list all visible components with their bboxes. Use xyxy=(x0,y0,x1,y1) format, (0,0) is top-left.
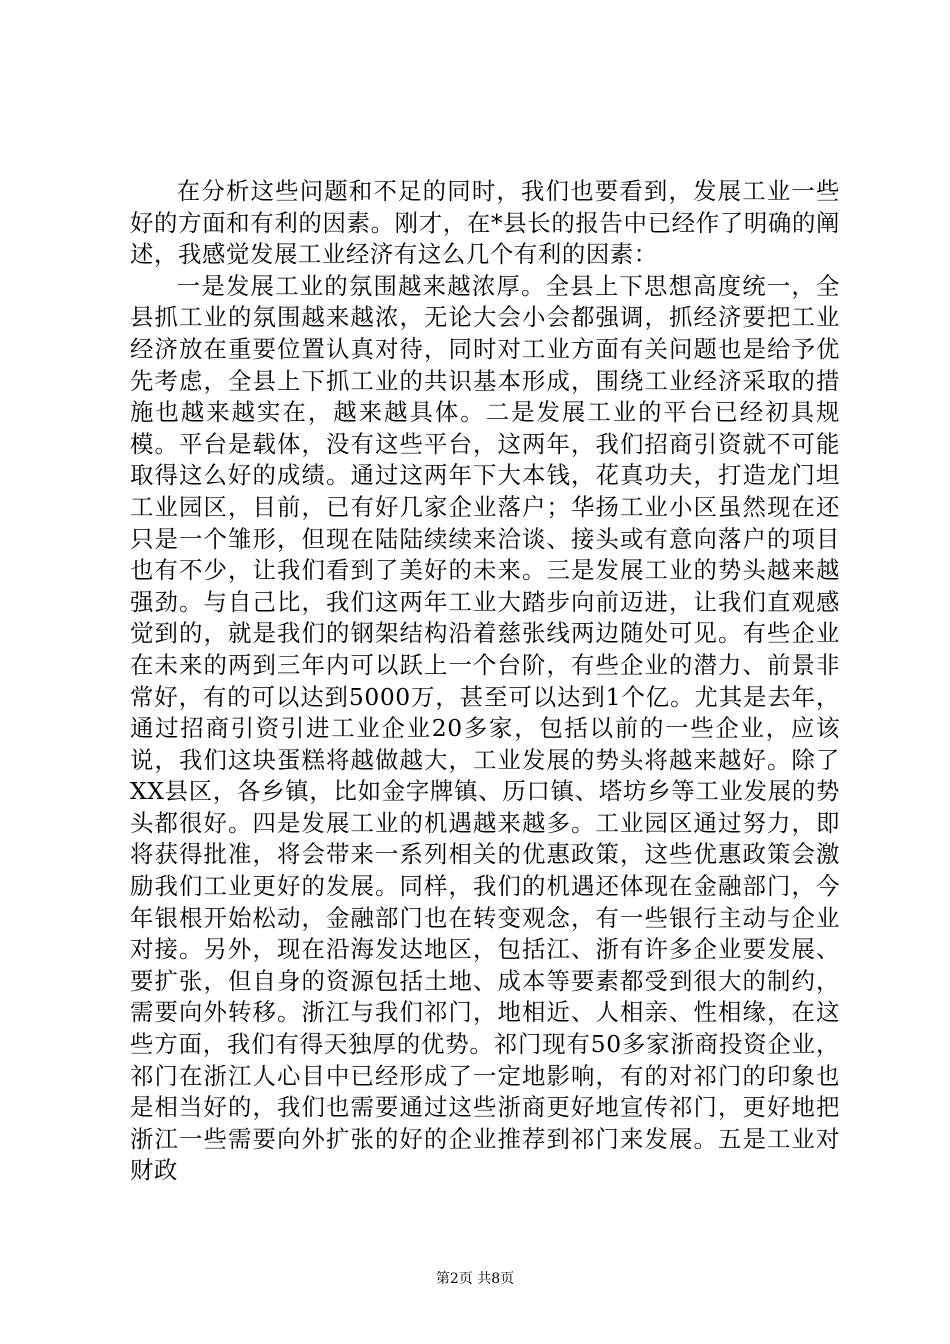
page-number: 第2页 共8页 xyxy=(435,1271,515,1287)
document-body xyxy=(130,176,840,1187)
page-footer xyxy=(0,1270,950,1288)
paragraph-favorable-factors-list: 一是发展工业的氛围越来越浓厚。全县上下思想高度统一，全县抓工业的氛围越来越浓，无论大会小会都强调，抓经济要把工业经济放在重要位置认真对待，同时对工业方面有关问题也是给予优先考虑，全县上下抓工业的共识基本形成，围绕工业经济采取的措施也越来越实在，越来越具体。二是发展工业的平台已经初具规模。平台是载体，没有这些平台，这两年，我们招商引资就不可能取得这么好的成绩。通过这两年下大本钱，花真功夫，打造龙门坦工业园区，目前，已有好几家企业落户；华扬工业小区虽然现在还只是一个雏形，但现在陆陆续续来洽谈、接头或有意向落户的项目也有不少，让我们看到了美好的未来。三是发展工业的势头越来越强劲。与自己比，我们这两年工业大踏步向前迈进，让我们直观感觉到的，就是我们的钢架结构沿着慈张线两边随处可见。有些企业在未来的两到三年内可以跃上一个台阶，有些企业的潜力、前景非常好，有的可以达到5000万，甚至可以达到1个亿。尤其是去年，通过招商引资引进工业企业20多家，包括以前的一些企业，应该说，我们这块蛋糕将越做越大，工业发展的势头将越来越好。除了XX县区，各乡镇，比如金字牌镇、历口镇、塔坊乡等工业发展的势头都很好。四是发展工业的机遇越来越多。工业园区通过努力，即将获得批准，将会带来一系列相关的优惠政策，这些优惠政策会激励我们工业更好的发展。同样，我们的机遇还体现在金融部门，今年银根开始松动，金融部门也在转变观念，有一些银行主动与企业对接。另外，现在沿海发达地区，包括江、浙有许多企业要发展、要扩张，但自身的资源包括土地、成本等要素都受到很大的制约，需要向外转移。浙江与我们祁门，地相近、人相亲、性相缘，在这些方面，我们有得天独厚的优势。祁门现有50多家浙商投资企业，祁门在浙江人心目中已经形成了一定地影响，有的对祁门的印象也是相当好的，我们也需要通过这些浙商更好地宣传祁门，更好地把浙江一些需要向外扩张的好的企业推荐到祁门来发展。五是工业对财政 xyxy=(130,271,840,1185)
paragraph-favorable-factors-intro: 在分析这些问题和不足的同时，我们也要看到，发展工业一些好的方面和有利的因素。刚才，在*县长的报告中已经作了明确的阐述，我感觉发展工业经济有这么几个有利的因素： xyxy=(130,177,840,269)
